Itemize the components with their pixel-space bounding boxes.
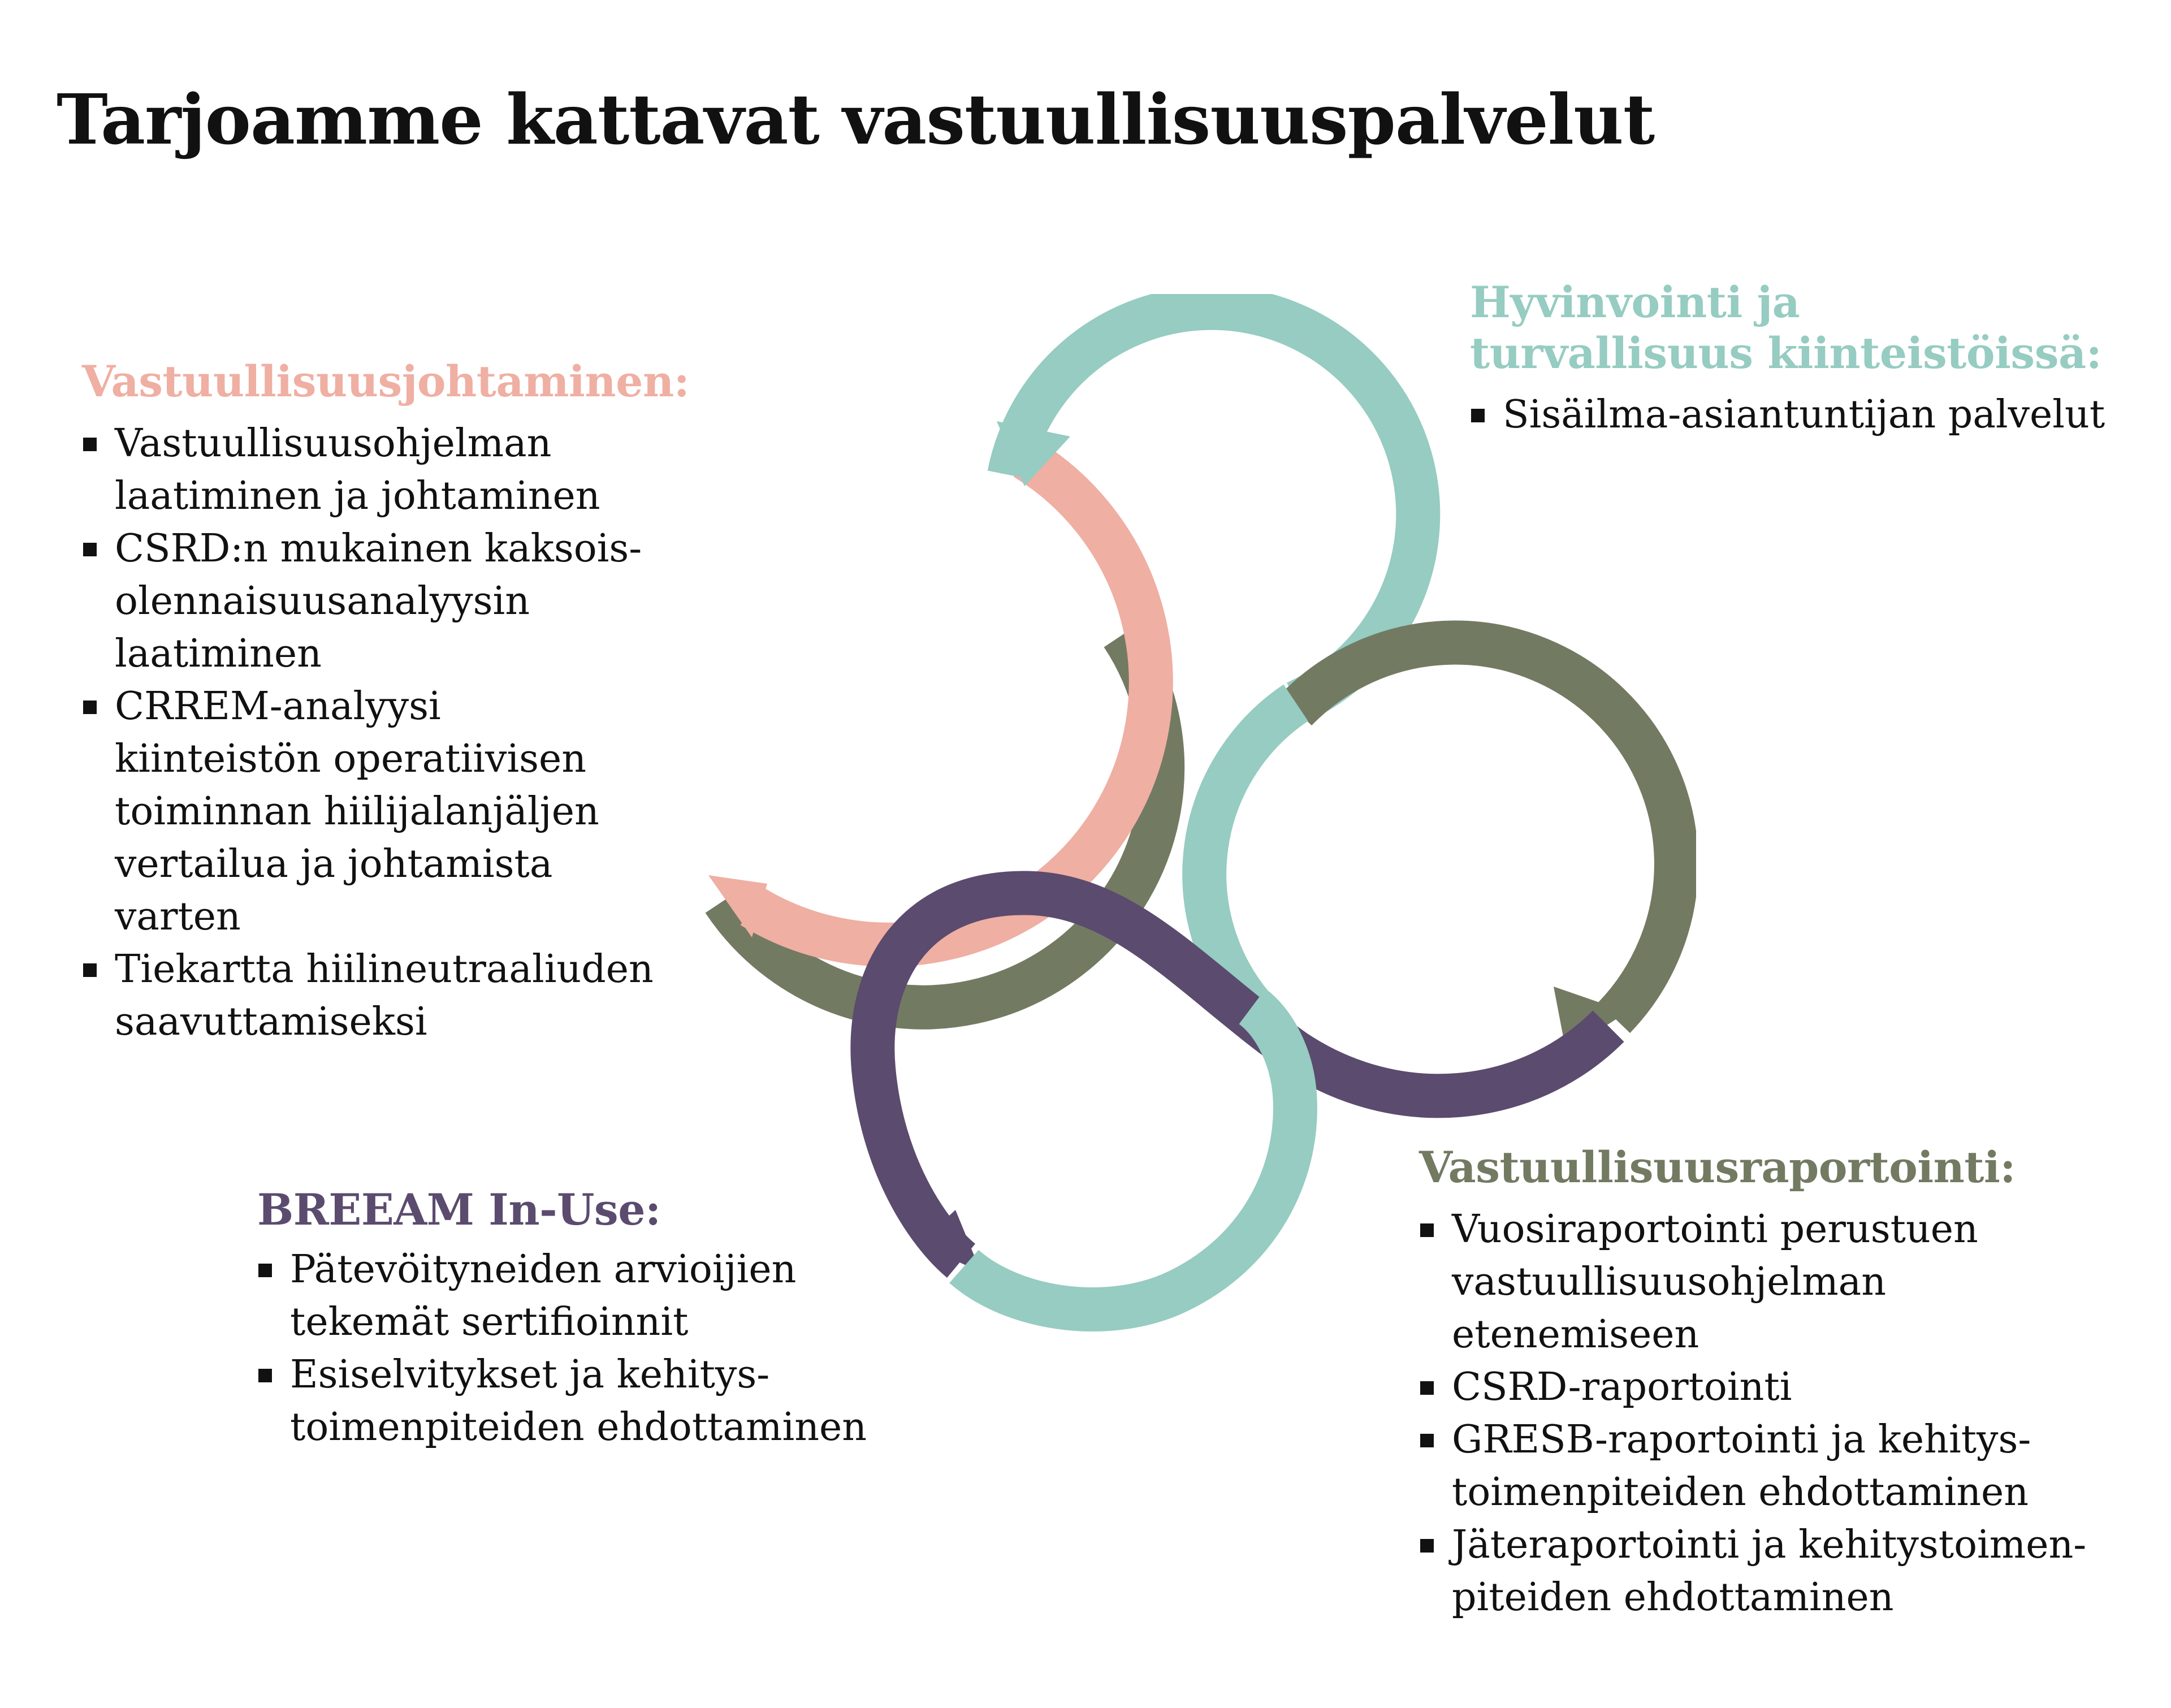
list-item: Vuosiraportointi perustuen vastuullisuusohjelman etenemiseen [1419,1203,2126,1361]
pink-cycle-arc [752,458,1151,945]
section-breeam-in-use [257,1184,936,1454]
section-vastuullisuusraportointi [1419,1142,2126,1624]
management-list [82,417,704,1048]
section-heading-reporting: Vastuullisuusraportointi: [1419,1142,2016,1192]
reporting-list [1419,1203,2126,1624]
section-heading-management: Vastuullisuusjohtaminen: [82,356,690,407]
section-heading-wellbeing: Hyvinvointi ja turvallisuus kiinteistöissä: [1470,277,2102,378]
list-item: Jäteraportointi ja kehitystoimen- piteiden ehdottaminen [1419,1519,2126,1624]
list-item: CRREM-analyysi kiinteistön operatiivisen toiminnan hiilijalanjäljen vertailua ja johtamista varten [82,680,704,943]
breeam-list [257,1243,936,1454]
page-title: Tarjoamme kattavat vastuullisuuspalvelut [57,79,1655,160]
list-item: CSRD-raportointi [1419,1361,2126,1413]
list-item: Vastuullisuusohjelman laatiminen ja johtaminen [82,417,704,522]
list-item: CSRD:n mukainen kaksois- olennaisuusanalyysin laatiminen [82,522,704,680]
section-vastuullisuusjohtaminen [82,356,704,1048]
teal-cycle-arc-bottom [964,1006,1295,1309]
list-item: GRESB-raportointi ja kehitys- toimenpiteiden ehdottaminen [1419,1413,2126,1519]
list-item: Sisäilma-asiantuntijan palvelut [1470,388,2137,441]
list-item: Tiekartta hiilineutraaliuden saavuttamiseksi [82,943,704,1048]
section-heading-breeam: BREEAM In-Use: [257,1184,661,1235]
olive-cycle-arc-right [1296,643,1676,1018]
wellbeing-list [1470,388,2137,441]
teal-connector-arc [1204,703,1296,1006]
list-item: Pätevöityneiden arvioijien tekemät sertifioinnit [257,1243,936,1348]
section-hyvinvointi-ja-turvallisuus [1470,277,2137,441]
list-item: Esiselvitykset ja kehitys- toimenpiteiden ehdottaminen [257,1348,936,1454]
